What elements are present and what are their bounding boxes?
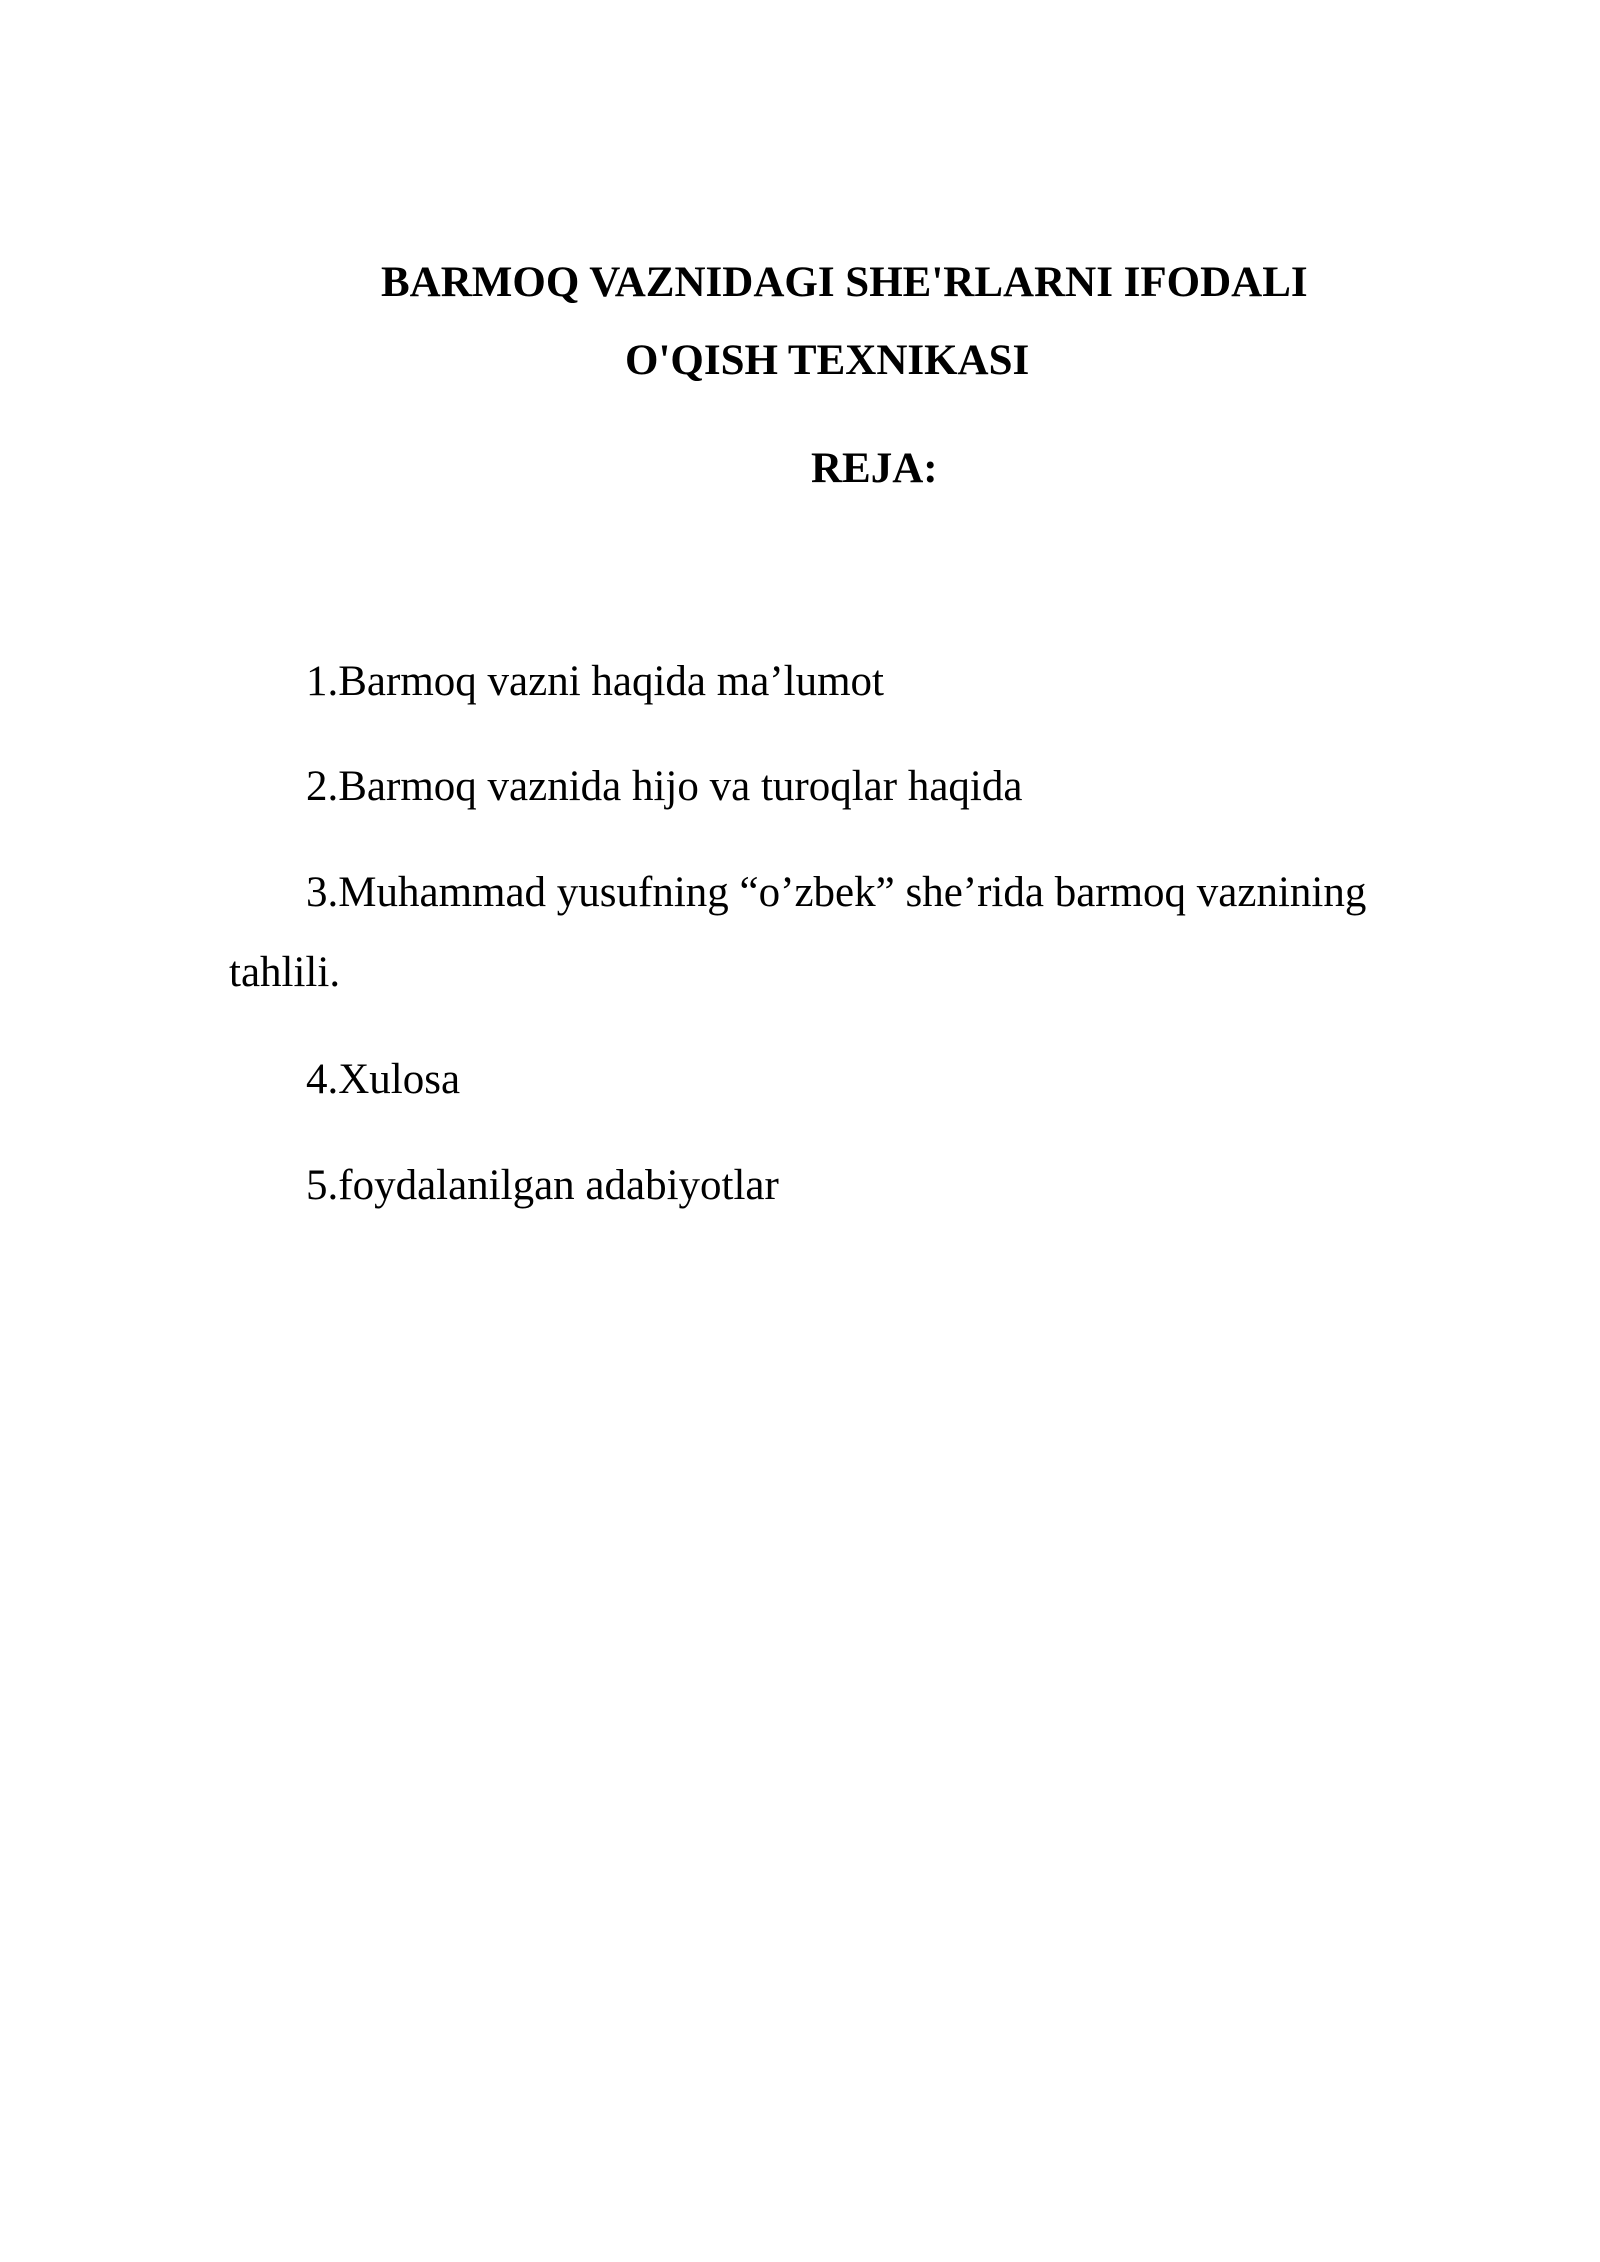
- plan-item-3-continuation: tahlili.: [229, 949, 341, 996]
- plan-item-4: 4.Xulosa: [306, 1056, 461, 1103]
- plan-item-2: 2.Barmoq vaznida hijo va turoqlar haqida: [306, 763, 1023, 810]
- plan-heading: REJA:: [811, 445, 938, 492]
- plan-item-5: 5.foydalanilgan adabiyotlar: [306, 1162, 779, 1209]
- plan-item-1: 1.Barmoq vazni haqida ma’lumot: [306, 658, 884, 705]
- document-title-line-1: BARMOQ VAZNIDAGI SHE'RLARNI IFODALI: [381, 259, 1308, 306]
- plan-item-3: 3.Muhammad yusufning “o’zbek” she’rida barmoq vaznining: [306, 869, 1367, 916]
- document-title-line-2: O'QISH TEXNIKASI: [625, 337, 1030, 384]
